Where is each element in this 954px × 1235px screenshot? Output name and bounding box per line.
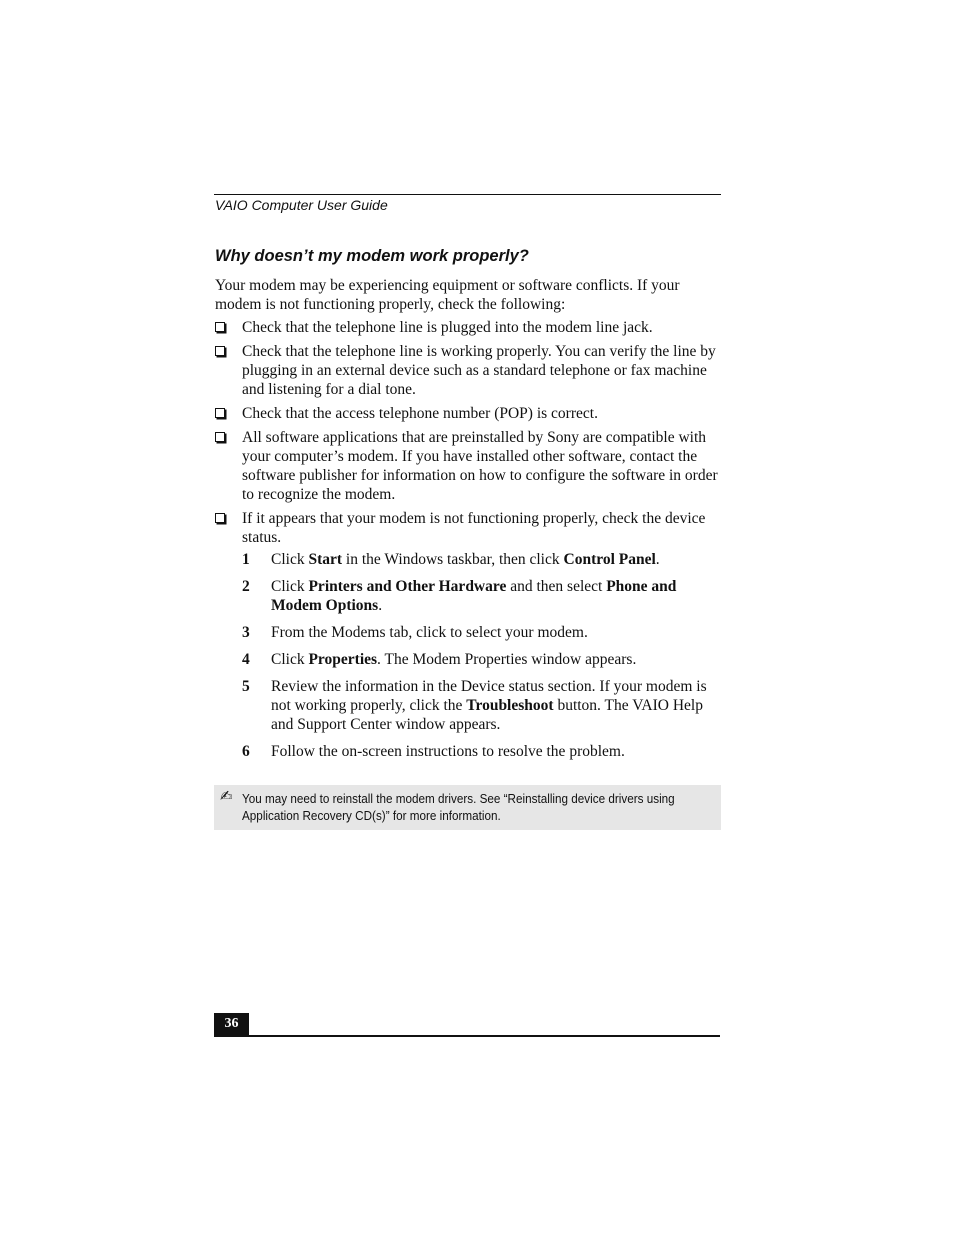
step-text-bold: Start — [308, 551, 343, 568]
step-number: 3 — [242, 624, 250, 641]
step-text-bold: Printers and Other Hardware — [308, 578, 507, 595]
section-title: Why doesn’t my modem work properly? — [215, 247, 529, 265]
page-number: 36 — [214, 1013, 249, 1035]
checkbox-bullet-icon — [215, 346, 225, 356]
checklist-item — [214, 428, 721, 504]
step-number: 5 — [242, 678, 250, 695]
step-number: 1 — [242, 551, 250, 568]
step-item — [242, 677, 722, 734]
step-text — [271, 578, 676, 614]
step-number: 6 — [242, 743, 250, 760]
checklist-item — [214, 318, 721, 337]
step-text-run: Click — [271, 551, 309, 568]
intro-paragraph: Your modem may be experiencing equipment or software conflicts. If your modem is not functioning properly, check the following: — [215, 277, 680, 313]
step-item — [242, 623, 722, 642]
checkbox-bullet-icon — [215, 432, 225, 442]
step-number: 4 — [242, 651, 250, 668]
checklist-item-text: Check that the telephone line is plugged into the modem line jack. — [242, 319, 653, 336]
note-line: You may need to reinstall the modem drivers. See “Reinstalling device drivers using — [242, 791, 675, 806]
step-text-run: . — [378, 597, 383, 614]
checklist-item — [214, 404, 721, 423]
checklist-item-text: If it appears that your modem is not functioning properly, check the device status. — [242, 510, 706, 546]
step-item — [242, 550, 722, 569]
step-item — [242, 577, 722, 615]
note-text — [242, 790, 675, 824]
note-box — [214, 785, 721, 830]
step-number: 2 — [242, 578, 250, 595]
checklist-item — [214, 342, 721, 399]
note-line: Application Recovery CD(s)” for more information. — [242, 808, 501, 823]
checkbox-bullet-icon — [215, 322, 225, 332]
step-text — [271, 551, 660, 568]
step-text — [271, 624, 588, 641]
step-text — [271, 743, 625, 760]
checklist — [214, 318, 721, 552]
running-header: VAIO Computer User Guide — [215, 197, 388, 213]
checklist-item-text: Check that the access telephone number (POP) is correct. — [242, 405, 598, 422]
step-text-run: From the Modems tab, click to select your modem. — [271, 624, 588, 641]
step-text-run: Follow the on-screen instructions to resolve the problem. — [271, 743, 625, 760]
step-text-bold: Properties — [308, 651, 378, 668]
step-text-run: Click — [271, 651, 309, 668]
header-rule — [214, 194, 721, 195]
pencil-note-icon: ✍ — [220, 787, 233, 805]
step-item — [242, 650, 722, 669]
step-text-run: Review the information in the Device status section. If your modem is not working properly, click the — [271, 678, 707, 714]
step-text-bold: Troubleshoot — [466, 697, 554, 714]
step-text-bold: Phone and Modem Options — [271, 578, 677, 614]
checkbox-bullet-icon — [215, 513, 225, 523]
step-text-run: Click — [271, 578, 309, 595]
footer-rule — [214, 1035, 720, 1037]
checklist-item — [214, 509, 721, 547]
step-item — [242, 742, 722, 761]
step-text-run: and then select — [506, 578, 607, 595]
document-page — [214, 0, 721, 1235]
step-text — [271, 651, 636, 668]
step-text-run: . The Modem Properties window appears. — [377, 651, 637, 668]
step-text-bold: Control Panel — [563, 551, 656, 568]
checklist-item-text: Check that the telephone line is working properly. You can verify the line by plugging in an external device such as a standard telephone or fax machine and listening for a dial tone. — [242, 343, 716, 398]
checkbox-bullet-icon — [215, 408, 225, 418]
step-text-run: in the Windows taskbar, then click — [342, 551, 564, 568]
checklist-item-text: All software applications that are preinstalled by Sony are compatible with your computer’s modem. If you have installed other software, contact the software publisher for information on how to configure the software in order to recognize the modem. — [242, 429, 718, 503]
step-text — [271, 678, 707, 733]
step-text-run: button. The VAIO Help and Support Center window appears. — [271, 697, 703, 733]
step-text-run: . — [655, 551, 660, 568]
numbered-steps — [242, 550, 722, 769]
